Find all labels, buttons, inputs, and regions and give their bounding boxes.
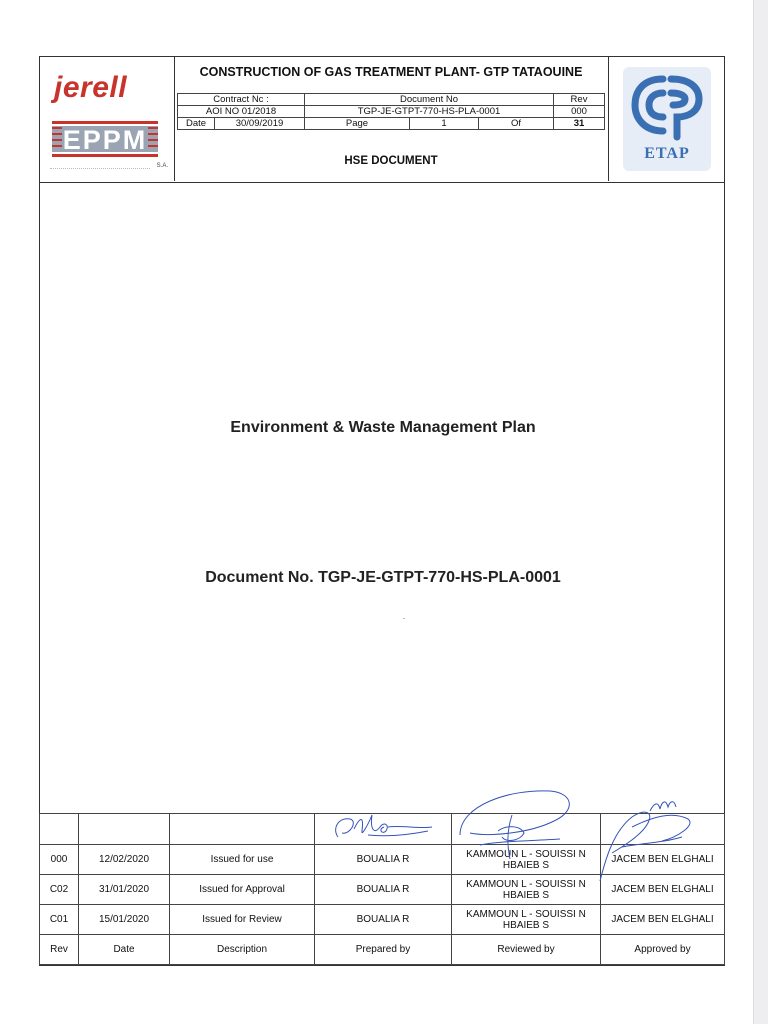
date-cell: 31/01/2020	[79, 875, 170, 905]
date-value: 30/09/2019	[235, 118, 284, 129]
revision-table	[39, 813, 725, 965]
etap-logo-graphic	[623, 67, 711, 147]
reviewed-line-2: HBAIEB S	[502, 889, 550, 901]
contract-value: AOI NO 01/2018	[178, 106, 305, 118]
rev-cell: C02	[40, 875, 79, 905]
page-value: 1	[410, 118, 479, 130]
rev-label: Rev	[554, 94, 605, 106]
prepared-cell: BOUALIA R	[315, 845, 452, 875]
reviewed-cell	[452, 845, 601, 875]
header-reviewed: Reviewed by	[452, 935, 601, 965]
date-cell: 12/02/2020	[79, 845, 170, 875]
document-number-line: Document No. TGP-JE-GTPT-770-HS-PLA-0001	[205, 569, 561, 586]
etap-logo	[623, 67, 711, 171]
approved-cell: JACEM BEN ELGHALI	[601, 875, 725, 905]
header-rev: Rev	[40, 935, 79, 965]
of-label: Of	[479, 118, 554, 130]
title-block-center	[174, 57, 608, 181]
page-label: Page	[305, 118, 410, 130]
reviewed-cell	[452, 905, 601, 935]
project-title: CONSTRUCTION OF GAS TREATMENT PLANT- GTP TATAOUINE	[199, 65, 583, 79]
signature-cell-approved	[601, 814, 725, 845]
prepared-cell: BOUALIA R	[315, 905, 452, 935]
jerell-logo: jerell	[54, 71, 128, 104]
table-row	[40, 845, 725, 875]
rev-cell: C01	[40, 905, 79, 935]
prepared-cell: BOUALIA R	[315, 875, 452, 905]
signature-cell-reviewed	[452, 814, 601, 845]
signature-cell-date	[79, 814, 170, 845]
logo-dotted-line	[50, 168, 150, 169]
reviewed-cell	[452, 875, 601, 905]
table-row	[40, 875, 725, 905]
contract-label: Contract Nc :	[178, 94, 305, 106]
rev-cell: 000	[40, 845, 79, 875]
eppm-logo-tag: S.A.	[156, 163, 168, 169]
signature-cell-prepared	[315, 814, 452, 845]
signature-cell-rev	[40, 814, 79, 845]
description-cell: Issued for use	[170, 845, 315, 875]
document-type: HSE DOCUMENT	[344, 155, 438, 167]
reviewed-line-1: KAMMOUN L - SOUISSI N	[466, 848, 586, 860]
header-prepared: Prepared by	[315, 935, 452, 965]
document-page	[39, 56, 725, 966]
approved-cell: JACEM BEN ELGHALI	[601, 845, 725, 875]
date-label: Date	[178, 118, 215, 129]
table-row	[40, 905, 725, 935]
header-description: Description	[170, 935, 315, 965]
document-no-value: TGP-JE-GTPT-770-HS-PLA-0001	[305, 106, 554, 118]
description-cell: Issued for Approval	[170, 875, 315, 905]
client-logo-area	[608, 57, 725, 181]
scan-speck	[403, 618, 405, 619]
signature-row	[40, 814, 725, 845]
header-approved: Approved by	[601, 935, 725, 965]
document-meta-table	[177, 93, 605, 130]
reviewed-line-1: KAMMOUN L - SOUISSI N	[466, 878, 586, 890]
adjacent-page-edge	[753, 0, 768, 1024]
etap-logo-text: ETAP	[644, 145, 690, 162]
contractor-logo-area	[40, 57, 175, 181]
header-date: Date	[79, 935, 170, 965]
signature-cell-description	[170, 814, 315, 845]
reviewed-line-2: HBAIEB S	[502, 859, 550, 871]
reviewed-line-2: HBAIEB S	[502, 919, 550, 931]
of-value: 31	[554, 118, 605, 130]
title-block	[40, 57, 724, 183]
date-cell: 15/01/2020	[79, 905, 170, 935]
description-cell: Issued for Review	[170, 905, 315, 935]
eppm-logo	[52, 121, 158, 157]
approved-cell: JACEM BEN ELGHALI	[601, 905, 725, 935]
document-title: Environment & Waste Management Plan	[230, 419, 536, 436]
document-no-label: Document No	[305, 94, 554, 106]
eppm-logo-text: EPPM	[62, 125, 148, 155]
rev-value: 000	[554, 106, 605, 118]
reviewed-line-1: KAMMOUN L - SOUISSI N	[466, 908, 586, 920]
table-header-row	[40, 935, 725, 965]
